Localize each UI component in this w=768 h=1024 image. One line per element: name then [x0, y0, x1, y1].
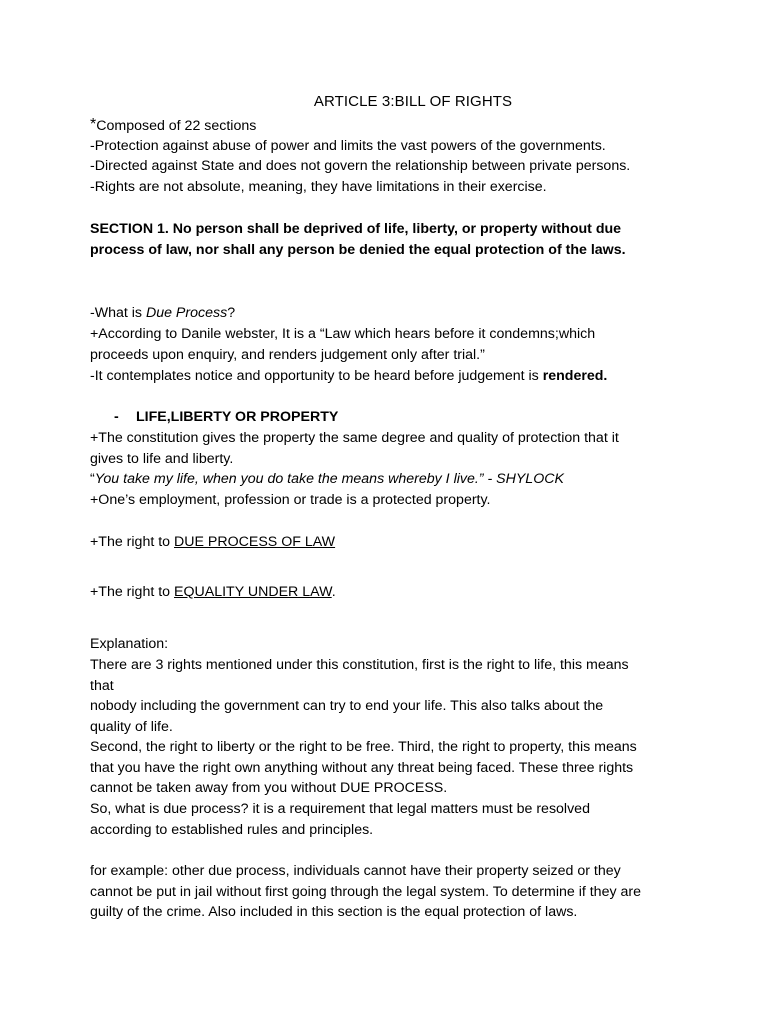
employment-text: +One’s employment, profession or trade is a protected property.: [90, 492, 491, 508]
explanation-line: that you have the right own anything without any threat being faced. These three rights: [90, 760, 634, 776]
explanation-line: quality of life.: [90, 719, 173, 735]
llp-text: gives to life and liberty.: [90, 451, 234, 467]
due-process-of-law: DUE PROCESS OF LAW: [174, 534, 336, 550]
example-line: guilty of the crime. Also included in this section is the equal protection of laws.: [90, 904, 578, 920]
example-line: cannot be put in jail without first going through the legal system. To determine if they are: [90, 884, 641, 900]
right-prefix: +The right to: [90, 534, 174, 550]
right-due-process: [90, 532, 335, 552]
section1-line: SECTION 1. No person shall be deprived of life, liberty, or property without due: [90, 221, 622, 237]
due-process-term: Due Process: [145, 305, 228, 321]
notice-text: -It contemplates notice and opportunity to be heard before judgement is: [90, 368, 543, 384]
due-process-definition: proceeds upon enquiry, and renders judgement only after trial.”: [90, 347, 485, 363]
llp-text: +The constitution gives the property the same degree and quality of protection that it: [90, 430, 619, 446]
intro-composed: [90, 115, 256, 136]
explanation-heading: Explanation:: [90, 636, 169, 652]
intro-bullet: -Protection against abuse of power and limits the vast powers of the governments.: [90, 138, 606, 154]
document-title: ARTICLE 3:BILL OF RIGHTS: [313, 93, 513, 110]
explanation-line: cannot be taken away from you without DUE PROCESS.: [90, 780, 448, 796]
right-equality: [90, 582, 336, 602]
intro-bullet: -Directed against State and does not govern the relationship between private persons.: [90, 158, 631, 174]
equality-under-law: EQUALITY UNDER LAW: [174, 584, 332, 600]
intro-bullet: -Rights are not absolute, meaning, they have limitations in their exercise.: [90, 179, 547, 195]
quote-open: “: [90, 471, 95, 487]
llp-bullet-dash: -: [114, 409, 119, 425]
composed-text: Composed of 22 sections: [96, 118, 257, 134]
period: .: [331, 584, 336, 600]
right-prefix: +The right to: [90, 584, 174, 600]
notice-bold: rendered.: [542, 368, 608, 384]
explanation-line: So, what is due process? it is a requirement that legal matters must be resolved: [90, 801, 590, 817]
explanation-line: There are 3 rights mentioned under this constitution, first is the right to life, this means: [90, 657, 629, 673]
due-process-definition: +According to Danile webster, It is a “Law which hears before it condemns;which: [90, 326, 596, 342]
llp-heading: LIFE,LIBERTY OR PROPERTY: [136, 409, 339, 425]
question-prefix: -What is: [90, 305, 146, 321]
explanation-line: according to established rules and principles.: [90, 822, 374, 838]
section1-line: process of law, nor shall any person be denied the equal protection of the laws.: [90, 242, 626, 258]
asterisk-marker: *: [90, 116, 97, 133]
explanation-line: nobody including the government can try to end your life. This also talks about the: [90, 698, 604, 714]
example-line: for example: other due process, individuals cannot have their property seized or they: [90, 863, 621, 879]
shylock-quote: [90, 469, 564, 489]
quote-text: You take my life, when you do take the means whereby I live.” - SHYLOCK: [94, 471, 564, 487]
explanation-line: Second, the right to liberty or the right to be free. Third, the right to property, this means: [90, 739, 637, 755]
due-process-notice: [90, 366, 607, 386]
question-mark: ?: [227, 305, 236, 321]
due-process-question: [90, 303, 235, 323]
explanation-line: that: [90, 678, 114, 694]
